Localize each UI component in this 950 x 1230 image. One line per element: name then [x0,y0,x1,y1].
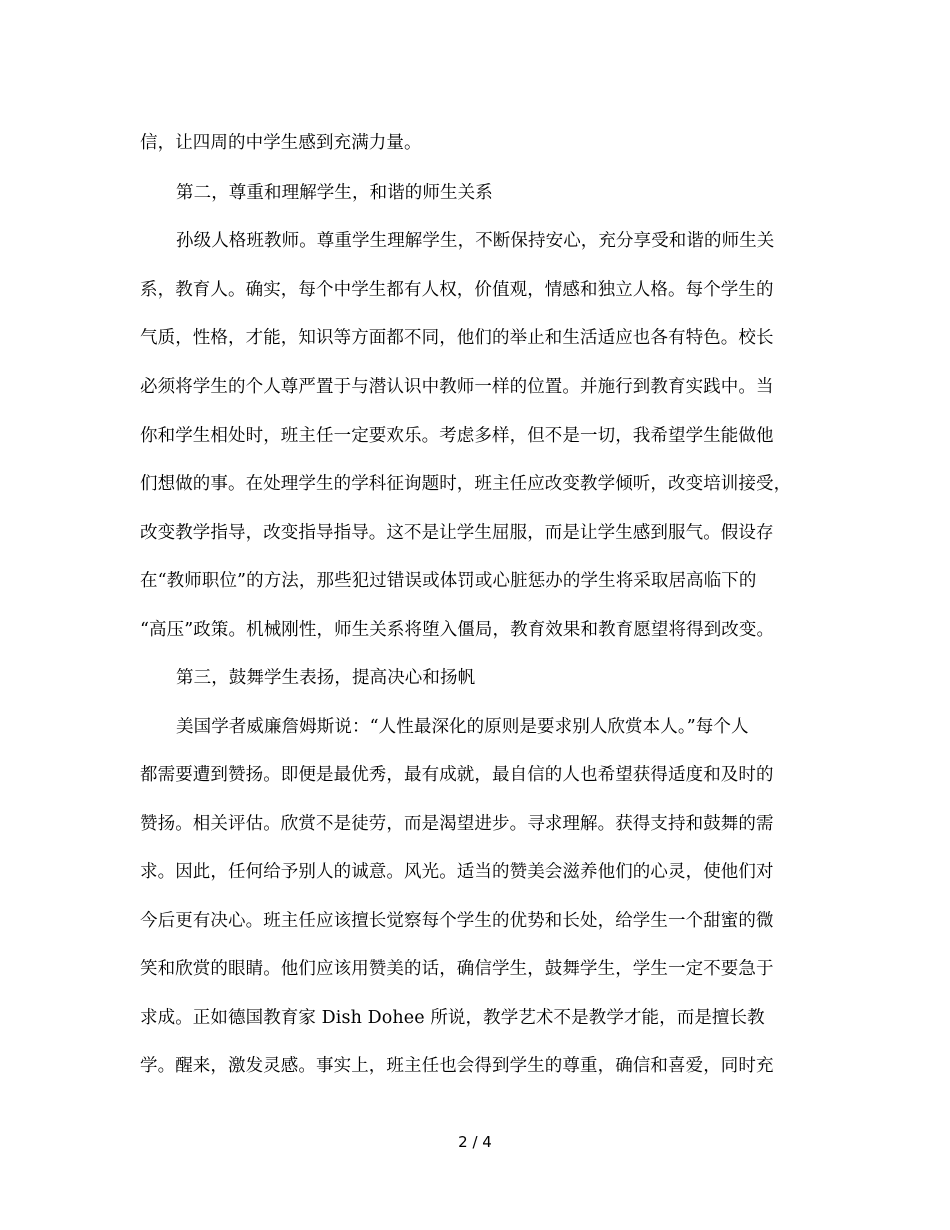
text-line: 学。醒来，激发灵感。事实上，班主任也会得到学生的尊重，确信和喜爱，同时充 [140,1056,774,1076]
text-line: 信，让四周的中学生感到充满力量。 [140,133,422,153]
text-line: 气质，性格，才能，知识等方面都不同，他们的举止和生活适应也各有特色。校长 [140,328,774,348]
text-line: 赞扬。相关评估。欣赏不是徒劳，而是渴望进步。寻求理解。获得支持和鼓舞的需 [140,814,774,834]
paragraph-first-line: 孙级人格班教师。尊重学生理解学生，不断保持安心，充分享受和谐的师生关 [176,231,775,251]
paragraph-first-line: 美国学者威廉詹姆斯说：“人性最深化的原则是要求别人欣赏本人。”每个人 [176,717,749,737]
text-line: 们想做的事。在处理学生的学科征询题时，班主任应改变教学倾听，改变培训接受， [140,474,792,494]
text-line: 求成。正如德国教育家 Dish Dohee 所说，教学艺术不是教学才能，而是擅长教 [140,1008,765,1028]
text-line: 都需要遭到赞扬。即便是最优秀，最有成就，最自信的人也希望获得适度和及时的 [140,765,774,785]
text-line: 必须将学生的个人尊严置于与潜认识中教师一样的位置。并施行到教育实践中。当 [140,377,774,397]
text-line: 求。因此，任何给予别人的诚意。风光。适当的赞美会滋养他们的心灵，使他们对 [140,862,774,882]
page-number: 2 / 4 [458,1133,492,1151]
text-line: 你和学生相处时，班主任一定要欢乐。考虑多样，但不是一切，我希望学生能做他 [140,426,774,446]
section-heading: 第二，尊重和理解学生，和谐的师生关系 [176,183,493,203]
text-line: 今后更有决心。班主任应该擅长觉察每个学生的优势和长处，给学生一个甜蜜的微 [140,911,774,931]
text-line: 笑和欣赏的眼睛。他们应该用赞美的话，确信学生，鼓舞学生，学生一定不要急于 [140,959,774,979]
text-line: “高压”政策。机械刚性，师生关系将堕入僵局，教育效果和教育愿望将得到改变。 [140,620,775,640]
text-line: 改变教学指导，改变指导指导。这不是让学生屈服，而是让学生感到服气。假设存 [140,523,774,543]
text-line: 在“教师职位”的方法，那些犯过错误或体罚或心脏惩办的学生将采取居高临下的 [140,571,757,591]
text-line: 系，教育人。确实，每个中学生都有人权，价值观，情感和独立人格。每个学生的 [140,280,774,300]
section-heading: 第三，鼓舞学生表扬，提高决心和扬帆 [176,668,476,688]
